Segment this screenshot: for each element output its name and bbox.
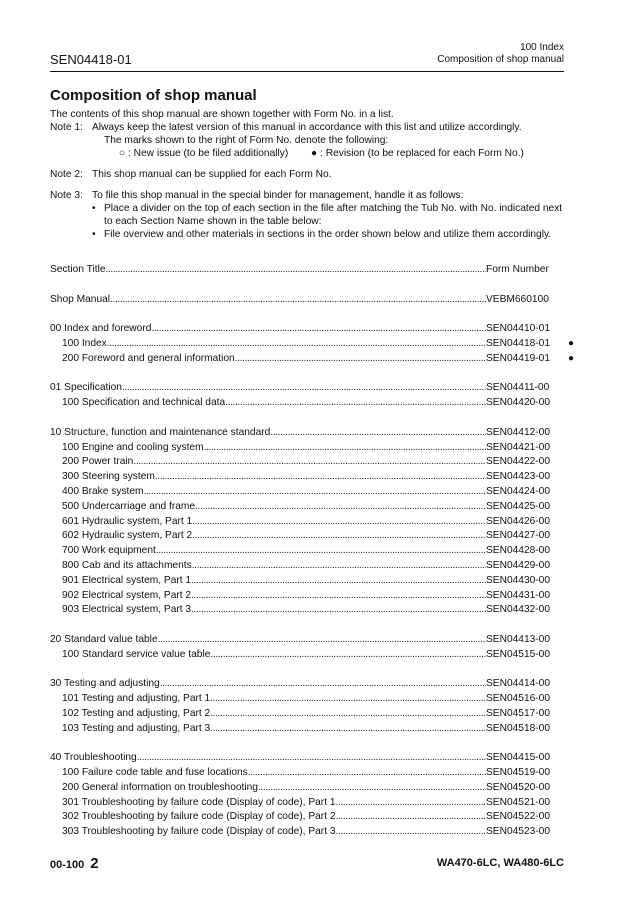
toc-section-row (50, 633, 564, 648)
toc-row-form: SEN04410-01 (486, 323, 551, 335)
marks-intro: The marks shown to the right of Form No. denote the following: (104, 135, 389, 146)
header-divider (50, 71, 564, 72)
toc-section-row (50, 751, 564, 766)
toc-row-form: VEBM660100 (486, 293, 549, 305)
leader-dots (107, 337, 486, 352)
note-label: Note 2: (50, 169, 83, 180)
toc-row-title: 601 Hydraulic system, Part 1 (62, 515, 193, 527)
toc-item-row (50, 692, 564, 707)
leader-dots (210, 722, 486, 737)
revision-mark-icon: ● (311, 148, 318, 159)
note-3 (50, 189, 564, 241)
toc-row-form: SEN04412-00 (486, 426, 551, 438)
toc-row-title: 30 Testing and adjusting (50, 678, 160, 690)
leader-dots (192, 559, 486, 574)
toc-item-row (50, 825, 564, 840)
leader-dots (158, 633, 486, 648)
toc-row-title: 200 General information on troubleshooting (62, 781, 258, 793)
leader-dots (151, 322, 486, 337)
toc-row-title: 10 Structure, function and maintenance standard (50, 426, 271, 438)
leader-dots (195, 500, 486, 515)
leader-dots (191, 603, 486, 618)
toc-section-row (50, 381, 564, 396)
toc-row-title: 100 Index (62, 337, 107, 349)
leader-dots (192, 515, 486, 530)
header-section: 100 Index (520, 42, 564, 53)
toc-row-title: Shop Manual (50, 293, 111, 305)
leader-dots (204, 441, 486, 456)
revision-mark-icon: ● (568, 352, 575, 364)
note-text: Always keep the latest version of this manual in accordance with this list and utilize accordingly. (92, 122, 522, 133)
toc-header-form: Form Number (486, 264, 549, 275)
toc-row-form: SEN04413-00 (486, 633, 551, 645)
leader-dots (160, 677, 486, 692)
bullet-text: File overview and other materials in sections in the order shown below and utilize them accordingly. (104, 229, 552, 240)
note-2 (50, 168, 564, 181)
toc-item-row (50, 337, 575, 352)
toc-row-form: SEN04411-00 (486, 382, 550, 394)
footer-page-code (50, 855, 99, 872)
intro-line: The contents of this shop manual are shown together with Form No. in a list. (50, 109, 394, 120)
toc-row-title: 602 Hydraulic system, Part 2 (62, 530, 193, 542)
toc-shop-manual-row (50, 293, 564, 308)
leader-dots (137, 751, 486, 766)
toc-row-title: 00 Index and foreword (50, 323, 152, 335)
toc-sections (50, 307, 575, 840)
toc-section-row (50, 677, 564, 692)
toc-item-row (50, 648, 564, 663)
toc-row-form: SEN04419-01 (486, 352, 551, 364)
bullet-text: Place a divider on the top of each section in the file after matching the Tub No. with No. indicated next to each Section Name shown in the table below: (104, 203, 563, 227)
toc-row-form: SEN04516-00 (486, 693, 551, 705)
toc-row-title: 102 Testing and adjusting, Part 2 (62, 707, 211, 719)
toc-item-row (50, 500, 564, 515)
toc-item-row (50, 781, 564, 796)
toc-item-row (50, 589, 564, 604)
toc-row-title: 800 Cab and its attachments (62, 559, 192, 571)
leader-dots (110, 293, 486, 308)
toc-row-title: 200 Power train (62, 456, 134, 468)
toc-header-row (50, 263, 564, 278)
toc-row-title: 01 Specification (50, 382, 122, 394)
toc-item-row (50, 529, 564, 544)
toc-row-form: SEN04429-00 (486, 559, 551, 571)
toc-row-title: 303 Troubleshooting by failure code (Display of code), Part 3 (62, 826, 336, 838)
leader-dots (336, 825, 486, 840)
toc-item-row (50, 766, 564, 781)
toc-item-row (50, 485, 564, 500)
leader-dots (225, 396, 486, 411)
toc-row-form: SEN04521-00 (486, 796, 551, 808)
toc-row-title: 100 Engine and cooling system (62, 441, 204, 453)
toc-row-title: 500 Undercarriage and frame (62, 500, 196, 512)
bullet-icon: • (92, 203, 96, 214)
bullet-item (92, 202, 564, 228)
note-label: Note 3: (50, 190, 83, 201)
page-title: Composition of shop manual (50, 87, 257, 104)
leader-dots (270, 426, 486, 441)
toc-row-title: 903 Electrical system, Part 3 (62, 604, 192, 616)
leader-dots (248, 766, 486, 781)
toc-item-row (50, 515, 564, 530)
toc-row-form: SEN04420-00 (486, 397, 551, 409)
toc-section-row (50, 426, 564, 441)
toc-row-form: SEN04425-00 (486, 500, 551, 512)
toc-row-title: 100 Failure code table and fuse locations (62, 767, 248, 779)
toc-row-form: SEN04519-00 (486, 767, 551, 779)
toc-item-row (50, 574, 564, 589)
footer-page-number: 2 (90, 855, 99, 872)
leader-dots (192, 529, 486, 544)
toc-row-title: 101 Testing and adjusting, Part 1 (62, 693, 211, 705)
toc-item-row (50, 559, 564, 574)
toc-row-title: 302 Troubleshooting by failure code (Display of code), Part 2 (62, 811, 336, 823)
leader-dots (235, 352, 486, 367)
revision-mark-icon: ● (568, 337, 575, 349)
toc-row-form: SEN04415-00 (486, 752, 551, 764)
toc-row-title: 40 Troubleshooting (50, 752, 137, 764)
toc-item-row (50, 352, 575, 367)
toc-item-row (50, 470, 564, 485)
toc-row-form: SEN04515-00 (486, 648, 551, 660)
toc-row-form: SEN04517-00 (486, 707, 551, 719)
leader-dots (210, 692, 486, 707)
toc-row-title: 301 Troubleshooting by failure code (Display of code), Part 1 (62, 796, 336, 808)
toc-item-row (50, 455, 564, 470)
leader-dots (336, 796, 486, 811)
header-section-info (437, 42, 564, 66)
toc-item-row (50, 544, 564, 559)
leader-dots (191, 574, 486, 589)
leader-dots (210, 648, 486, 663)
toc-item-row (50, 722, 564, 737)
table-of-contents (50, 263, 575, 840)
bullet-item (92, 228, 564, 241)
revision-mark-text: : Revision (to be replaced for each Form No.) (320, 148, 524, 159)
toc-row-title: 200 Foreword and general information (62, 352, 235, 364)
toc-row-form: SEN04431-00 (486, 589, 551, 601)
new-issue-mark-icon: ○ (118, 148, 126, 159)
toc-item-row (50, 796, 564, 811)
toc-row-title: 103 Testing and adjusting, Part 3 (62, 722, 211, 734)
toc-row-form: SEN04426-00 (486, 515, 551, 527)
note-text: This shop manual can be supplied for each Form No. (92, 169, 332, 180)
toc-row-title: 700 Work equipment (62, 545, 156, 557)
leader-dots (144, 485, 486, 500)
toc-item-row (50, 396, 564, 411)
footer-code: 00-100 (50, 859, 85, 871)
toc-row-form: SEN04414-00 (486, 678, 551, 690)
toc-item-row (50, 441, 564, 456)
leader-dots (210, 707, 486, 722)
toc-row-form: SEN04427-00 (486, 530, 551, 542)
leader-dots (156, 544, 486, 559)
toc-row-form: SEN04418-01 (486, 337, 551, 349)
marks-legend (92, 147, 564, 160)
toc-row-form: SEN04428-00 (486, 545, 551, 557)
toc-row-form: SEN04523-00 (486, 826, 551, 838)
toc-row-title: 901 Electrical system, Part 1 (62, 574, 192, 586)
toc-row-title: 300 Steering system (62, 471, 155, 483)
toc-item-row (50, 810, 564, 825)
toc-row-form: SEN04520-00 (486, 781, 551, 793)
toc-row-form: SEN04424-00 (486, 485, 551, 497)
page-footer (50, 851, 564, 871)
toc-row-title: 100 Standard service value table (62, 648, 211, 660)
leader-dots (258, 781, 486, 796)
toc-row-form: SEN04522-00 (486, 811, 551, 823)
new-issue-mark-text: : New issue (to be filed additionally) (128, 148, 289, 159)
toc-row-title: 100 Specification and technical data (62, 397, 226, 409)
intro-notes (50, 108, 564, 241)
toc-item-row (50, 707, 564, 722)
header-subsection: Composition of shop manual (437, 54, 564, 65)
toc-row-form: SEN04423-00 (486, 471, 551, 483)
toc-row-title: 400 Brake system (62, 485, 144, 497)
leader-dots (133, 455, 486, 470)
toc-row-form: SEN04421-00 (486, 441, 551, 453)
footer-model: WA470-6LC, WA480-6LC (436, 857, 564, 869)
toc-row-form: SEN04518-00 (486, 722, 551, 734)
toc-row-form: SEN04432-00 (486, 604, 551, 616)
toc-header-title: Section Title (50, 264, 106, 275)
leader-dots (106, 263, 487, 278)
toc-row-form: SEN04422-00 (486, 456, 551, 468)
bullet-icon: • (92, 229, 96, 240)
document-code: SEN04418-01 (50, 52, 132, 67)
leader-dots (191, 589, 486, 604)
leader-dots (336, 810, 486, 825)
leader-dots (122, 381, 486, 396)
page-header (50, 38, 564, 70)
toc-section-row (50, 322, 564, 337)
note-label: Note 1: (50, 122, 83, 133)
toc-row-title: 20 Standard value table (50, 633, 158, 645)
toc-row-title: 902 Electrical system, Part 2 (62, 589, 192, 601)
leader-dots (155, 470, 486, 485)
toc-row-form: SEN04430-00 (486, 574, 551, 586)
note-text: To file this shop manual in the special binder for management, handle it as follows: (92, 190, 464, 201)
note-1 (50, 121, 564, 160)
toc-item-row (50, 603, 564, 618)
